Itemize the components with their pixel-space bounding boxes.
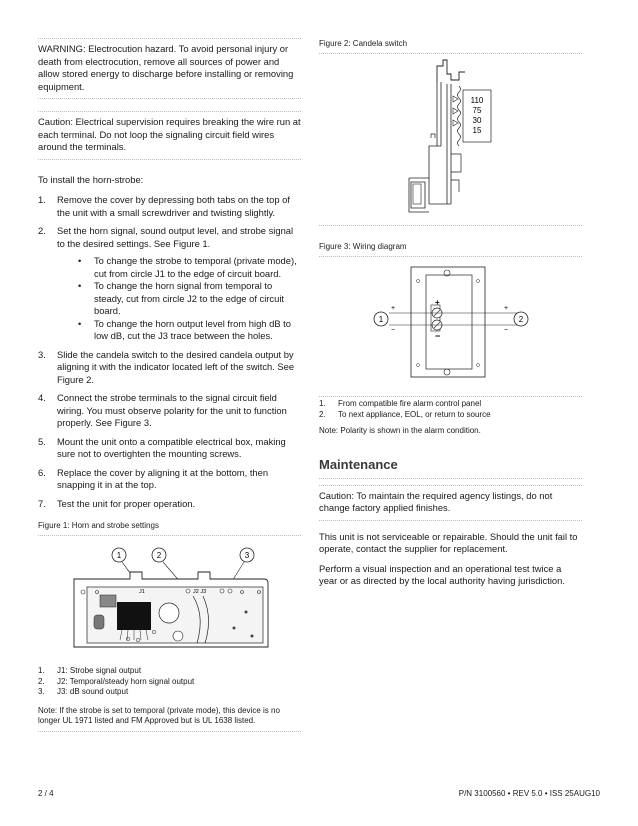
svg-text:+: + xyxy=(391,305,396,312)
legend-item: 2. To next appliance, EOL, or return to source xyxy=(319,409,491,419)
legend-item: 1. From compatible fire alarm control panel xyxy=(319,399,482,408)
candela-value: 30 xyxy=(472,116,482,125)
step-3: 3. Slide the candela switch to the desired candela output by aligning it with the indicator located left of the switch. See Figure 2. xyxy=(38,348,295,385)
left-column xyxy=(38,38,301,732)
svg-text:+: + xyxy=(435,298,440,307)
figure-3-legend xyxy=(319,396,582,420)
bullet-item: • To change the horn output level from high dB to low dB, cut the J3 trace between the holes. xyxy=(78,317,292,341)
horn-strobe-board-diagram xyxy=(38,540,301,660)
svg-text:−: − xyxy=(504,327,509,334)
figure-3-caption: Figure 3: Wiring diagram xyxy=(319,241,582,257)
callout-2 xyxy=(514,312,528,326)
candela-value: 75 xyxy=(472,106,482,115)
step-2-bullets xyxy=(57,255,301,343)
right-column xyxy=(319,38,582,588)
candela-value: 15 xyxy=(472,126,482,135)
figure-3 xyxy=(319,241,582,437)
step-5: 5. Mount the unit onto a compatible electrical box, making sure not to overtighten the mounting screws. xyxy=(38,435,286,459)
warning-box xyxy=(38,38,301,99)
figure-2 xyxy=(319,38,582,226)
page-number: 2 / 4 xyxy=(38,789,54,798)
maintenance-para-1: This unit is not serviceable or repairable. Should the unit fail to operate, contact the supplier for replacement. xyxy=(319,530,578,554)
bullet-item: • To change the strobe to temporal (private mode), cut from circle J1 to the edge of circuit board. xyxy=(78,255,297,279)
warning-text: WARNING: Electrocution hazard. To avoid personal injury or death from electrocution, remove all sources of power and allow stored energy to discharge before installing or removing equipment. xyxy=(38,43,294,92)
legend-item: 1. J1: Strobe signal output xyxy=(38,666,142,675)
step-4: 4. Connect the strobe terminals to the signal circuit field wiring. You must observe polarity for the unit to function properly. See Figure 3. xyxy=(38,392,287,428)
step-1: 1. Remove the cover by depressing both tabs on the top of the unit with a small screwdriver and twisting slightly. xyxy=(38,194,290,218)
svg-text:−: − xyxy=(391,327,396,334)
maintenance-heading: Maintenance xyxy=(319,457,582,479)
maintenance-caution-box xyxy=(319,485,582,521)
caution-box xyxy=(38,111,301,160)
legend-item: 2. J2: Temporal/steady horn signal output xyxy=(38,676,195,686)
figure-1-caption: Figure 1: Horn and strobe settings xyxy=(38,520,301,536)
step-2: 2. Set the horn signal, sound output level, and strobe signal to the desired settings. See Figure 1. • To change the strobe to temporal (private mode), cut from circle J1 to the edge of circuit board. • To change the horn signal from temporal to steady, cut from circle J2 to the edge of circuit board. • To change the horn output level from high dB to low dB, cut the J3 trace between the holes. xyxy=(38,225,301,343)
figure-1-note: Note: If the strobe is set to temporal (private mode), this device is no longer UL 1971 listed and FM Approved but is UL 1638 listed. xyxy=(38,705,280,725)
svg-text:+: + xyxy=(504,305,509,312)
candela-switch-diagram xyxy=(319,54,582,222)
svg-text:3: 3 xyxy=(244,551,250,560)
bullet-item: • To change the horn signal from temporal to steady, cut from circle J2 to the edge of circuit board. xyxy=(78,280,285,316)
candela-value: 110 xyxy=(470,96,484,105)
step-6: 6. Replace the cover by aligning it at the bottom, then snapping it in at the top. xyxy=(38,466,269,490)
figure-1 xyxy=(38,520,301,732)
callout-1 xyxy=(374,312,388,326)
svg-text:1: 1 xyxy=(378,315,384,324)
maintenance-caution: Caution: To maintain the required agency listings, do not change factory applied finishes. xyxy=(319,489,553,513)
wiring-diagram xyxy=(319,261,582,386)
step-7: 7. Test the unit for proper operation. xyxy=(38,497,196,509)
install-intro: To install the horn-strobe: xyxy=(38,173,144,185)
svg-text:1: 1 xyxy=(116,551,122,560)
install-steps xyxy=(38,194,301,510)
maintenance-para-2: Perform a visual inspection and an operational test twice a year or as directed by the local authority having jurisdiction. xyxy=(319,562,565,586)
svg-text:−: − xyxy=(435,331,441,341)
figure-1-legend xyxy=(38,666,301,698)
svg-text:2: 2 xyxy=(518,315,524,324)
svg-text:J1: J1 xyxy=(139,589,145,595)
document-reference: P/N 3100560 • REV 5.0 • ISS 25AUG10 xyxy=(458,789,600,798)
figure-3-note: Note: Polarity is shown in the alarm condition. xyxy=(319,426,481,435)
legend-item: 3. J3: dB sound output xyxy=(38,687,129,696)
maintenance-section xyxy=(319,457,582,588)
svg-text:J2 J3: J2 J3 xyxy=(193,589,207,595)
caution-text: Caution: Electrical supervision requires breaking the wire run at each terminal. Do not loop the signaling circuit field wires around the terminals. xyxy=(38,116,301,152)
figure-2-caption: Figure 2: Candela switch xyxy=(319,38,582,54)
svg-text:2: 2 xyxy=(156,551,162,560)
